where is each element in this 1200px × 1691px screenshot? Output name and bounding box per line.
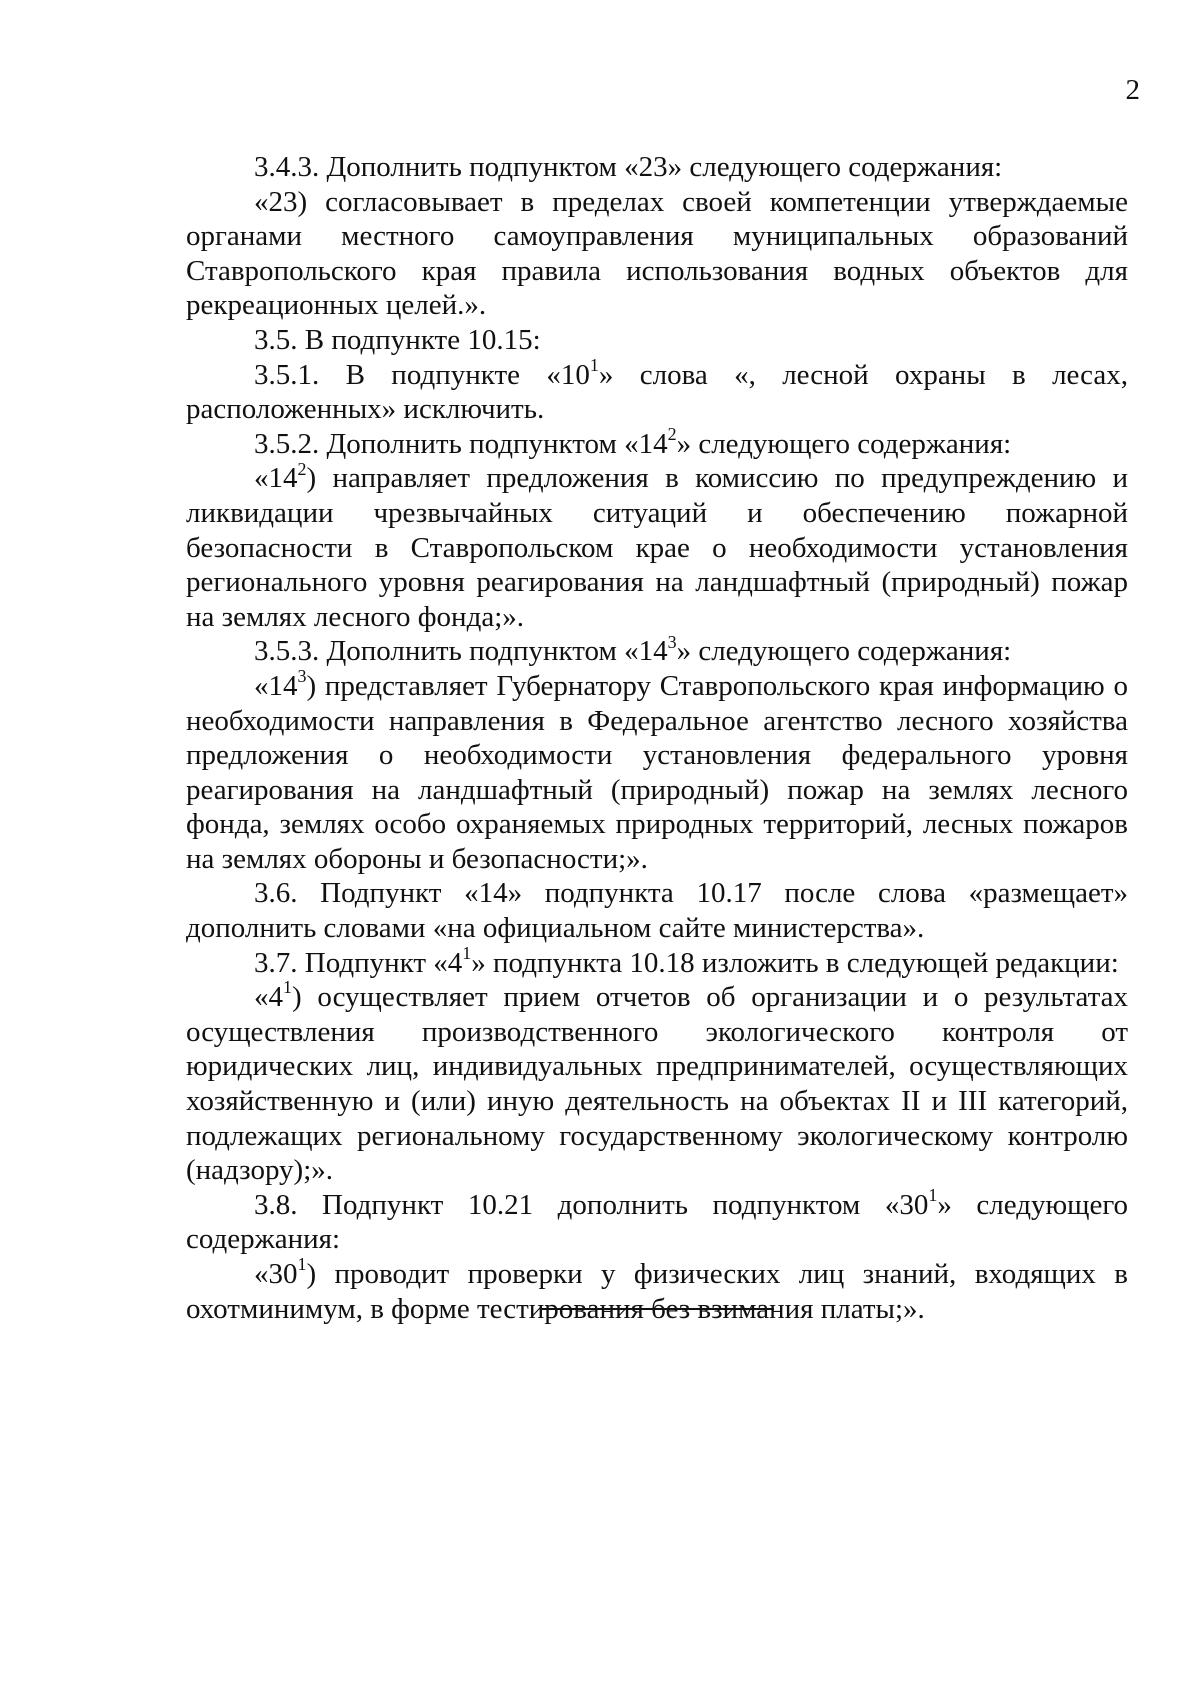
text-run: 3.5.2. Дополнить подпунктом «14 (254, 427, 668, 460)
page-number: 2 (1125, 74, 1140, 106)
text-run: ) проводит проверки у физических лиц знаний, входящих в охотминимум, в форме тестирования без взимания платы;». (186, 1258, 1128, 1325)
text-run: » следующего содержания: (186, 1188, 1128, 1256)
paragraph (186, 150, 1128, 185)
paragraph (186, 666, 1128, 877)
text-run: «14 (254, 462, 298, 495)
paragraph (186, 1185, 1128, 1257)
text-run: 3.6. Подпункт «14» подпункта 10.17 после слова «размещает» дополнить словами «на официальном сайте министерства». (186, 877, 1128, 945)
superscript: 3 (297, 666, 307, 687)
text-run: » слова «, лесной охраны в лесах, расположенных» исключить. (186, 358, 1128, 426)
superscript: 1 (589, 354, 599, 375)
paragraph (186, 458, 1128, 634)
paragraph (186, 631, 1128, 669)
text-run: 3.8. Подпункт 10.21 дополнить подпунктом «30 (254, 1188, 929, 1221)
text-run: «30 (254, 1258, 298, 1290)
superscript: 2 (297, 458, 307, 479)
text-run: 3.5.1. В подпункте «10 (254, 358, 590, 391)
end-of-text-rule (542, 1308, 774, 1310)
superscript: 1 (462, 942, 472, 963)
text-run: «4 (254, 981, 283, 1014)
paragraph (186, 423, 1128, 462)
text-run: ) направляет предложения в комиссию по предупреждению и ликвидации чрезвычайных ситуаций и обеспечению пожарной безопасности в Ставропольском крае о необходимости установления регионального уровня реагирования на ландшафтный (природный) пожар на землях лесного фонда;». (186, 462, 1128, 633)
document-body (186, 150, 1128, 1326)
text-run: 3.5.3. Дополнить подпунктом «14 (254, 635, 668, 668)
superscript: 1 (928, 1185, 938, 1205)
text-run: » следующего содержания: (676, 635, 1012, 668)
superscript: 2 (667, 423, 677, 444)
text-run: 3.4.3. Дополнить подпунктом «23» следующего содержания: (254, 151, 1003, 183)
paragraph (186, 354, 1128, 427)
text-run: ) представляет Губернатору Ставропольского края информацию о необходимости направления в Федеральное агентство лесного хозяйства предложения о необходимости установления федерального уровня реагирования на ландшафтный (природный) пожар на землях лесного фонда, землях особо охраняемых природных территорий, лесных пожаров на землях обороны и безопасности;». (186, 669, 1128, 875)
text-run: «23) согласовывает в пределах своей компетенции утверждаемые органами местного самоуправления муниципальных образований Ставропольского края правила использования водных объектов для рекреационных целей.». (186, 185, 1128, 322)
superscript: 1 (297, 1254, 307, 1275)
paragraph (186, 942, 1128, 981)
text-run: 3.7. Подпункт «4 (254, 946, 463, 979)
text-run: «14 (254, 669, 298, 702)
paragraph (186, 323, 1128, 358)
text-run: ) осуществляет прием отчетов об организации и о результатах осуществления производственного экологического контроля от юридических лиц, индивидуальных предпринимателей, осуществляющих хозяйственную и (или) иную деятельность на объектах II и III категорий, подлежащих региональному государственному экологическому контролю (надзору);». (186, 981, 1128, 1187)
paragraph (186, 1254, 1128, 1326)
text-run: » следующего содержания: (676, 427, 1012, 460)
superscript: 3 (667, 631, 677, 652)
paragraph (186, 185, 1128, 323)
text-run: 3.5. В подпункте 10.15: (254, 323, 541, 356)
paragraph (186, 876, 1128, 945)
text-run: » подпункта 10.18 изложить в следующей редакции: (471, 946, 1119, 979)
superscript: 1 (283, 977, 292, 998)
paragraph (186, 977, 1128, 1188)
